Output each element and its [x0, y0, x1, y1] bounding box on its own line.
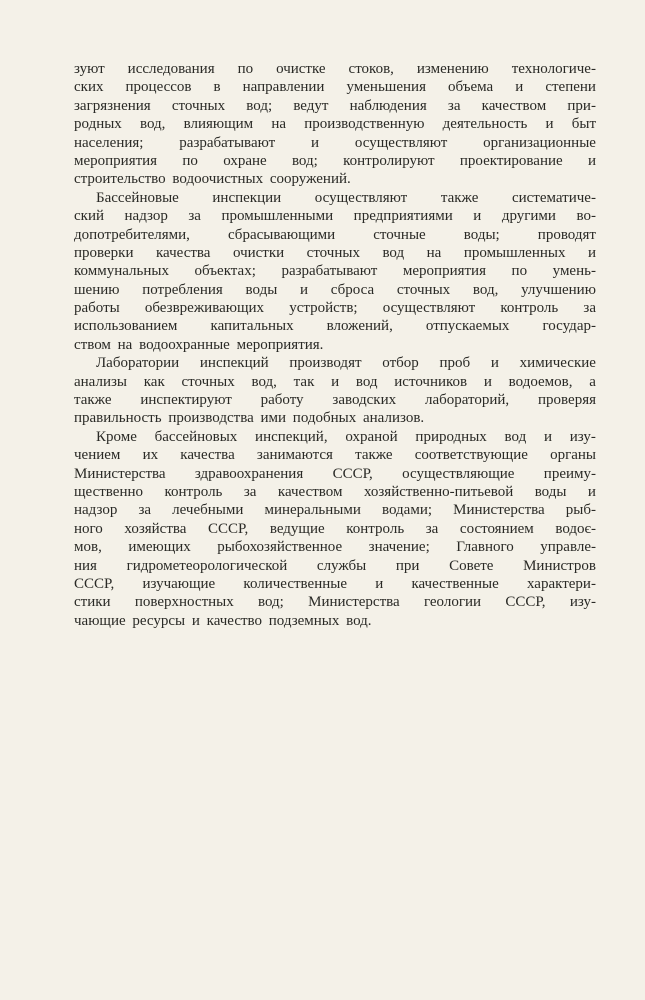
word: по — [511, 263, 528, 280]
word: улучшению — [521, 281, 596, 298]
word: Министерства — [74, 465, 166, 482]
word: вод — [355, 373, 378, 390]
word: ведут — [293, 97, 329, 114]
word: воды — [245, 281, 278, 298]
text-line — [74, 281, 596, 299]
word: устройств; — [289, 300, 358, 317]
word: контроль — [500, 300, 559, 317]
body-text — [74, 60, 596, 630]
word: родных — [74, 116, 122, 133]
word: инспекций — [199, 355, 269, 372]
word: вод, — [251, 373, 277, 390]
word: объема — [448, 79, 494, 96]
word: промышленными — [221, 208, 334, 225]
word: стики — [74, 594, 111, 611]
word: вод; — [258, 594, 284, 611]
word: при- — [567, 97, 596, 114]
word: организационные — [483, 134, 596, 151]
word: их — [142, 447, 159, 464]
word: химические — [519, 355, 596, 372]
word: изу- — [569, 428, 596, 445]
word: работы — [74, 300, 120, 317]
word: систематиче- — [511, 189, 596, 206]
text-line: ством на водоохранные мероприятия. — [74, 336, 324, 353]
word: за — [188, 208, 201, 225]
text-line: чающие ресурсы и качество подземных вод. — [74, 612, 372, 629]
paragraph — [74, 60, 596, 189]
word: и — [543, 428, 553, 445]
word: производственную — [304, 116, 425, 133]
word: технологиче- — [511, 61, 596, 77]
text-line — [74, 115, 596, 133]
word: изменению — [416, 61, 489, 77]
text-line — [74, 391, 596, 409]
word: ного — [74, 520, 103, 537]
word: объектах; — [194, 263, 256, 280]
word: качеством — [277, 483, 343, 500]
text-line — [74, 207, 596, 225]
word: ния — [74, 557, 97, 574]
word: проб — [439, 355, 471, 372]
word: анализы — [74, 373, 127, 390]
word: разрабатывают — [281, 263, 378, 280]
word: геологии — [423, 594, 482, 611]
word: охраной — [345, 428, 398, 445]
word: проверяя — [538, 392, 596, 409]
word: проверки — [74, 244, 134, 261]
word: щественно — [74, 483, 144, 500]
word: минеральными — [264, 502, 361, 519]
word: при — [395, 557, 420, 574]
word: здравоохранения — [194, 465, 304, 482]
word: осуществляют — [354, 134, 448, 151]
word: гидрометеорологической — [126, 557, 288, 574]
word: также — [440, 189, 479, 206]
word: воды — [534, 483, 567, 500]
word: сточных — [396, 281, 451, 298]
word: также — [74, 392, 112, 409]
word: вод, — [139, 116, 166, 133]
word: лабораторий, — [424, 392, 510, 409]
text-line — [74, 446, 596, 464]
word: и — [331, 373, 340, 390]
text-line — [74, 373, 596, 391]
word: инспекций, — [255, 428, 328, 445]
word: качественные — [411, 575, 499, 592]
text-line — [74, 134, 596, 152]
word: по — [237, 61, 254, 77]
word: также — [355, 447, 393, 464]
word: вод, — [472, 281, 499, 298]
word: обезвреживающих — [144, 300, 265, 317]
word: и — [545, 116, 554, 133]
word: во- — [576, 208, 596, 225]
word: шению — [74, 281, 120, 298]
word: надзор — [74, 502, 118, 519]
word: рыб- — [565, 502, 596, 519]
word: соответствующие — [414, 447, 528, 464]
word: контроль — [164, 483, 223, 500]
word: рыбохозяйственное — [217, 539, 343, 556]
word: сточных — [306, 244, 360, 261]
text-line — [74, 538, 596, 556]
word: контролируют — [343, 152, 435, 169]
paragraph — [74, 428, 596, 630]
word: водами; — [382, 502, 433, 519]
word: очистки — [232, 244, 285, 261]
word: влияющим — [183, 116, 254, 133]
word: как — [143, 373, 165, 390]
word: контроль — [346, 520, 405, 537]
word: на — [426, 244, 442, 261]
text-line — [74, 226, 596, 244]
word: воды; — [463, 226, 500, 243]
word: на — [271, 116, 287, 133]
word: вод — [382, 244, 405, 261]
word: управле- — [540, 539, 596, 556]
word: потребления — [142, 281, 223, 298]
word: очистке — [276, 61, 326, 77]
text-line — [74, 465, 596, 483]
word: использованием — [74, 318, 178, 335]
word: водоемов, — [508, 373, 573, 390]
word: деятельность — [442, 116, 528, 133]
word: коммунальных — [74, 263, 169, 280]
word: быт — [571, 116, 596, 133]
word: службы — [316, 557, 367, 574]
word: мероприятия — [74, 152, 158, 169]
word: уменьшения — [346, 79, 426, 96]
word: ведущие — [269, 520, 325, 537]
word: проводят — [537, 226, 596, 243]
text-line — [74, 262, 596, 280]
text-line — [74, 575, 596, 593]
word: за — [425, 520, 439, 537]
text-line — [74, 501, 596, 519]
text-line — [74, 244, 596, 262]
word: вод; — [246, 97, 273, 114]
word: мов, — [74, 539, 102, 556]
word: осуществляют — [314, 189, 408, 206]
text-line — [74, 78, 596, 96]
word: зуют — [74, 61, 105, 77]
word: чением — [74, 447, 121, 464]
word: вод; — [291, 152, 318, 169]
word: охране — [223, 152, 267, 169]
word: капитальных — [210, 318, 294, 335]
word: а — [589, 373, 596, 390]
word: проектирование — [459, 152, 563, 169]
word: и — [587, 152, 596, 169]
word: производят — [289, 355, 362, 372]
word: состоянием — [459, 520, 534, 537]
word: за — [138, 502, 152, 519]
word: и — [587, 244, 596, 261]
text-line — [74, 189, 596, 207]
word: и — [515, 79, 524, 96]
paragraph — [74, 354, 596, 428]
text-line — [74, 299, 596, 317]
word: хозяйственно-питьевой — [363, 483, 514, 500]
text-line — [74, 557, 596, 575]
word: и — [300, 281, 309, 298]
text-line — [74, 97, 596, 115]
word: Главного — [456, 539, 514, 556]
word: отпускаемых — [425, 318, 510, 335]
text-line — [74, 60, 596, 78]
word: и — [483, 373, 492, 390]
word: населения; — [74, 134, 144, 151]
word: за — [447, 97, 461, 114]
word: за — [583, 300, 596, 317]
word: ских — [74, 79, 104, 96]
word: количественные — [243, 575, 347, 592]
word: СССР, — [332, 465, 373, 482]
word: сточных — [171, 97, 226, 114]
word: заводских — [332, 392, 397, 409]
word: мероприятия — [402, 263, 486, 280]
text-line — [74, 354, 596, 372]
word: качества — [180, 447, 235, 464]
word: процессов — [125, 79, 192, 96]
word: инспекции — [212, 189, 282, 206]
word: СССР, — [208, 520, 249, 537]
word: Кроме — [96, 428, 137, 445]
word: и — [375, 575, 384, 592]
word: наблюдения — [349, 97, 427, 114]
word: значение; — [368, 539, 430, 556]
word: изу- — [569, 594, 596, 611]
word: и — [587, 483, 596, 500]
word: сброса — [330, 281, 375, 298]
text-line: строительство водоочистных сооружений. — [74, 171, 351, 188]
word: характери- — [527, 575, 596, 592]
word: Министерства — [453, 502, 545, 519]
word: Бассейновые — [96, 189, 179, 206]
word: и — [311, 134, 320, 151]
word: промышленных — [463, 244, 566, 261]
word: Совете — [449, 557, 494, 574]
word: качеством — [481, 97, 547, 114]
word: качества — [156, 244, 211, 261]
word: изучающие — [142, 575, 216, 592]
word: сточных — [181, 373, 235, 390]
text-line — [74, 152, 596, 170]
word: допотребителями, — [74, 226, 190, 243]
word: степени — [545, 79, 596, 96]
word: поверхностных — [134, 594, 234, 611]
word: бассейновых — [154, 428, 238, 445]
word: органы — [550, 447, 596, 464]
word: водоє- — [555, 520, 596, 537]
word: Лаборатории — [96, 355, 180, 372]
word: умень- — [552, 263, 596, 280]
word: направлении — [242, 79, 325, 96]
word: и — [473, 208, 482, 225]
text-line — [74, 593, 596, 611]
word: Министерства — [308, 594, 400, 611]
word: сточные — [373, 226, 426, 243]
word: отбор — [382, 355, 419, 372]
text-line — [74, 428, 596, 446]
word: предприятиями — [353, 208, 453, 225]
word: преиму- — [543, 465, 596, 482]
word: вод — [504, 428, 527, 445]
word: государ- — [542, 318, 596, 335]
word: за — [243, 483, 257, 500]
word: Министров — [523, 557, 596, 574]
word: другими — [501, 208, 556, 225]
word: имеющих — [128, 539, 191, 556]
word: хозяйства — [124, 520, 187, 537]
text-line — [74, 520, 596, 538]
word: в — [213, 79, 221, 96]
text-line — [74, 483, 596, 501]
word: по — [182, 152, 198, 169]
word: сбрасывающими — [227, 226, 336, 243]
word: инспектируют — [140, 392, 232, 409]
word: осуществляют — [382, 300, 476, 317]
paragraph — [74, 189, 596, 355]
word: стоков, — [348, 61, 394, 77]
word: источников — [394, 373, 468, 390]
word: СССР, — [74, 575, 115, 592]
word: природных — [415, 428, 487, 445]
word: ский — [74, 208, 104, 225]
word: вложений, — [326, 318, 393, 335]
text-line: правильность производства ими подобных анализов. — [74, 410, 425, 427]
word: СССР, — [505, 594, 546, 611]
word: работу — [260, 392, 304, 409]
word: загрязнения — [74, 97, 151, 114]
word: так — [293, 373, 315, 390]
word: осуществляющие — [402, 465, 515, 482]
word: лечебными — [172, 502, 244, 519]
word: занимаются — [256, 447, 333, 464]
text-line — [74, 317, 596, 335]
word: и — [490, 355, 499, 372]
word: исследования — [127, 61, 215, 77]
word: разрабатывают — [179, 134, 276, 151]
word: надзор — [124, 208, 168, 225]
